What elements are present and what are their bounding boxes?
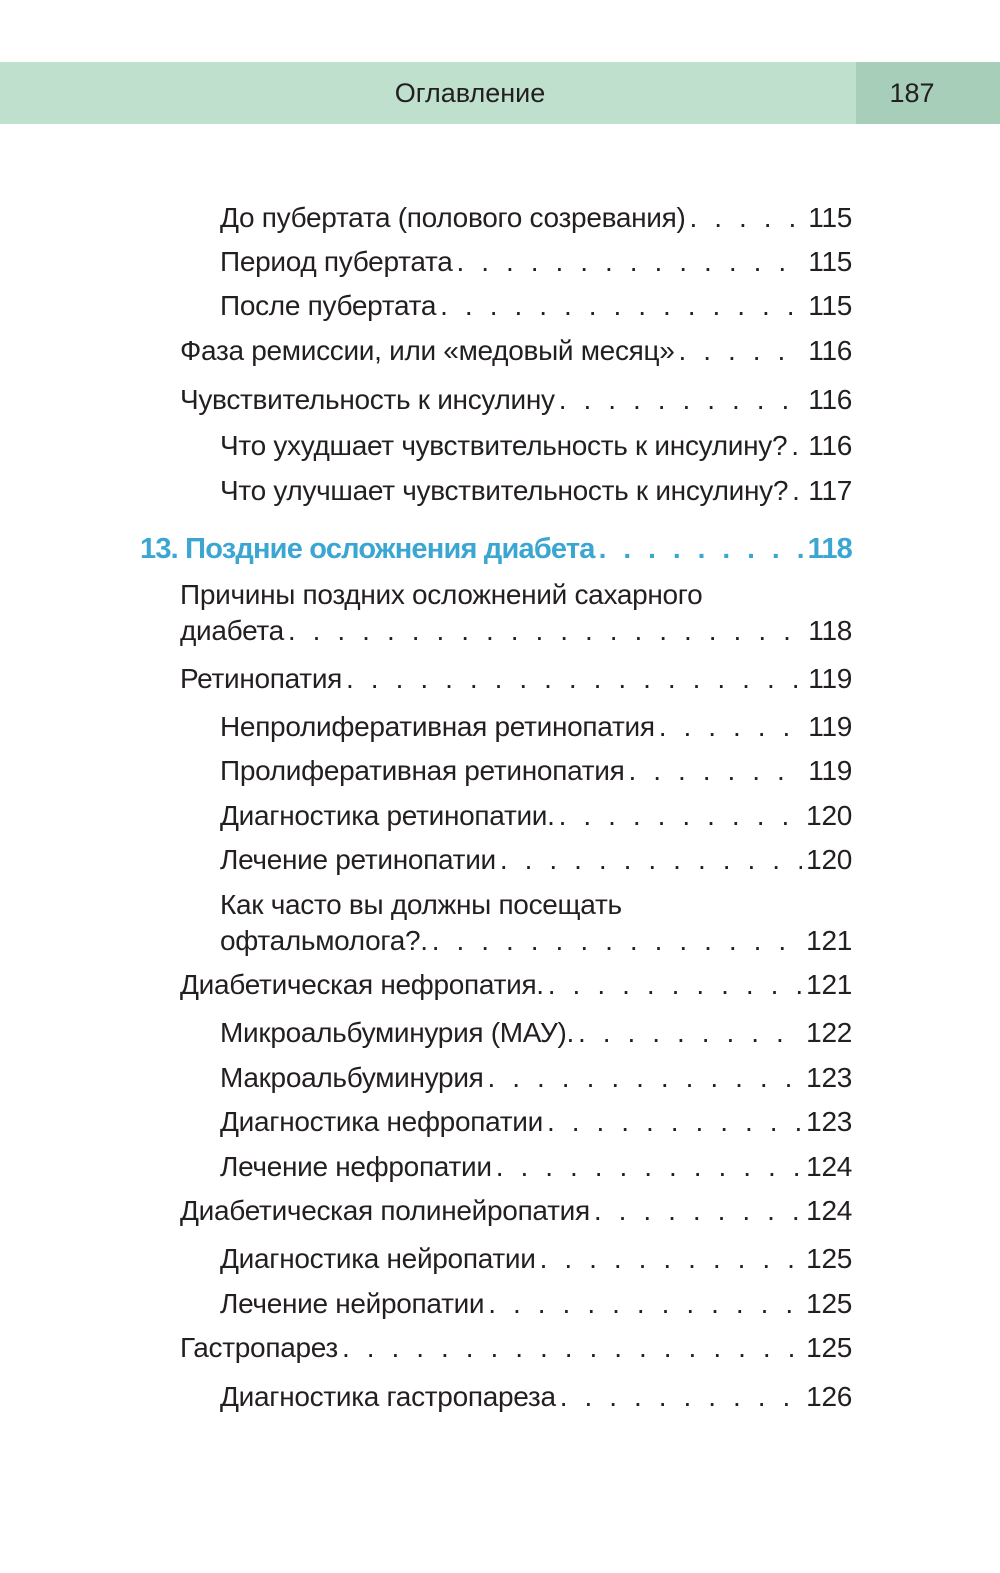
toc-chapter-heading[interactable] xyxy=(140,531,852,567)
toc-entry-page: 125 xyxy=(806,1288,852,1319)
toc-entry-title: Непролиферативная ретинопатия xyxy=(220,711,655,742)
toc-entry-title: Что улучшает чувствительность к инсулину? xyxy=(220,475,789,506)
toc-entry-page: 120 xyxy=(806,844,852,875)
toc-entry-title: Лечение ретинопатии xyxy=(220,844,496,875)
toc-entry[interactable] xyxy=(180,1330,852,1366)
toc-entry[interactable] xyxy=(220,842,852,878)
toc-entry-page: 122 xyxy=(806,1017,852,1048)
toc-entry-title-line2: офтальмолога?. xyxy=(220,925,428,956)
toc-leader-dots xyxy=(346,661,804,697)
toc-entry-title: Диагностика гастропареза xyxy=(220,1381,556,1412)
toc-entry-title: Макроальбуминурия xyxy=(220,1062,484,1093)
header-title: Оглавление xyxy=(394,78,546,108)
toc-entry[interactable] xyxy=(220,200,852,236)
toc-entry-title: Лечение нейропатии xyxy=(220,1288,485,1319)
toc-entry-title-line2: диабета xyxy=(180,615,284,646)
toc-entry-page: 123 xyxy=(806,1106,852,1137)
toc-leader-dots xyxy=(792,473,804,509)
toc-entry-page: 116 xyxy=(808,430,852,461)
toc-entry-title: Пролиферативная ретинопатия xyxy=(220,755,625,786)
toc-entry-title: После пубертата xyxy=(220,290,437,321)
toc-entry[interactable] xyxy=(220,288,852,324)
toc-leader-dots xyxy=(791,428,804,464)
toc-entry[interactable] xyxy=(220,798,852,834)
toc-entry-page: 115 xyxy=(808,246,852,277)
toc-leader-dots xyxy=(547,1104,802,1140)
toc-entry[interactable] xyxy=(180,333,852,369)
toc-entry-page: 120 xyxy=(806,800,852,831)
toc-entry-title: Диабетическая нефропатия. xyxy=(180,969,544,1000)
toc-entry[interactable] xyxy=(180,967,852,1003)
toc-entry-title-line1: Причины поздних осложнений сахарного xyxy=(180,579,703,610)
toc-chapter-title: 13. Поздние осложнения диабета xyxy=(140,533,595,565)
toc-chapter-page: 118 xyxy=(807,533,852,565)
toc-entry-page: 124 xyxy=(806,1151,852,1182)
toc-leader-dots xyxy=(488,1286,802,1322)
toc-leader-dots xyxy=(690,200,805,236)
toc-entry[interactable] xyxy=(220,1241,852,1277)
toc-leader-dots xyxy=(659,709,805,745)
toc-entry[interactable] xyxy=(220,1104,852,1140)
toc-entry[interactable] xyxy=(220,1379,852,1415)
toc-entry[interactable] xyxy=(220,709,852,745)
toc-leader-dots xyxy=(599,531,804,567)
header-page-number: 187 xyxy=(889,78,935,108)
toc-entry-title: Фаза ремиссии, или «медовый месяц» xyxy=(180,335,675,366)
toc-leader-dots xyxy=(288,613,804,649)
toc-entry[interactable] xyxy=(220,473,852,509)
toc-leader-dots xyxy=(500,842,802,878)
toc-leader-dots xyxy=(540,1241,803,1277)
toc-entry-page: 119 xyxy=(808,711,852,742)
toc-leader-dots xyxy=(560,1379,802,1415)
toc-entry-page: 119 xyxy=(808,663,852,694)
toc-entry[interactable] xyxy=(220,753,852,789)
toc-entry-title: Диабетическая полинейропатия xyxy=(180,1195,590,1226)
toc-entry-title: Чувствительность к инсулину xyxy=(180,384,555,415)
toc-entry-page: 115 xyxy=(808,290,852,321)
toc-leader-dots xyxy=(679,333,805,369)
toc-entry-page: 116 xyxy=(808,335,852,366)
toc-leader-dots xyxy=(456,244,804,280)
toc-entry-title: Ретинопатия xyxy=(180,663,343,694)
toc-entry[interactable] xyxy=(220,244,852,280)
toc-entry-title: Микроальбуминурия (МАУ). xyxy=(220,1017,574,1048)
toc-entry[interactable] xyxy=(220,1286,852,1322)
toc-entry[interactable] xyxy=(180,1193,852,1229)
toc-entry-title: Период пубертата xyxy=(220,246,453,277)
toc-leader-dots xyxy=(628,753,804,789)
toc-leader-dots xyxy=(559,798,803,834)
toc-leader-dots xyxy=(548,967,802,1003)
toc-entry-title: Лечение нефропатии xyxy=(220,1151,492,1182)
toc-entry[interactable] xyxy=(220,1015,852,1051)
toc-entry[interactable] xyxy=(220,1149,852,1185)
toc-entry-page: 117 xyxy=(808,475,852,506)
toc-entry-page: 125 xyxy=(806,1243,852,1274)
toc-entry[interactable] xyxy=(220,428,852,464)
toc-entry-page: 121 xyxy=(806,969,852,1000)
toc-entry-page: 121 xyxy=(806,925,852,956)
toc-entry[interactable] xyxy=(220,887,852,959)
toc-leader-dots xyxy=(578,1015,802,1051)
toc-leader-dots xyxy=(488,1060,803,1096)
toc-entry-page: 119 xyxy=(808,755,852,786)
toc-entry-page: 118 xyxy=(808,615,852,646)
toc-leader-dots xyxy=(342,1330,802,1366)
toc-entry-title: Диагностика нефропатии xyxy=(220,1106,543,1137)
toc-entry-title: Диагностика ретинопатии. xyxy=(220,800,555,831)
toc-entry[interactable] xyxy=(180,382,852,418)
toc-entry-page: 125 xyxy=(806,1332,852,1363)
toc-leader-dots xyxy=(432,923,802,959)
toc-leader-dots xyxy=(559,382,805,418)
toc-leader-dots xyxy=(440,288,804,324)
toc-entry-title-line1: Как часто вы должны посещать xyxy=(220,889,622,920)
toc-entry-title: Что ухудшает чувствительность к инсулину? xyxy=(220,430,788,461)
toc-entry-title: Диагностика нейропатии xyxy=(220,1243,536,1274)
toc-entry[interactable] xyxy=(180,661,852,697)
toc-entry-title: До пубертата (полового созревания) xyxy=(220,202,686,233)
toc-entry-page: 115 xyxy=(808,202,852,233)
toc-entry-title: Гастропарез xyxy=(180,1332,338,1363)
toc-entry-page: 124 xyxy=(806,1195,852,1226)
toc-leader-dots xyxy=(496,1149,802,1185)
toc-entry[interactable] xyxy=(180,577,852,649)
toc-leader-dots xyxy=(594,1193,802,1229)
toc-entry[interactable] xyxy=(220,1060,852,1096)
toc-entry-page: 126 xyxy=(806,1381,852,1412)
toc-entry-page: 116 xyxy=(808,384,852,415)
toc-entry-page: 123 xyxy=(806,1062,852,1093)
